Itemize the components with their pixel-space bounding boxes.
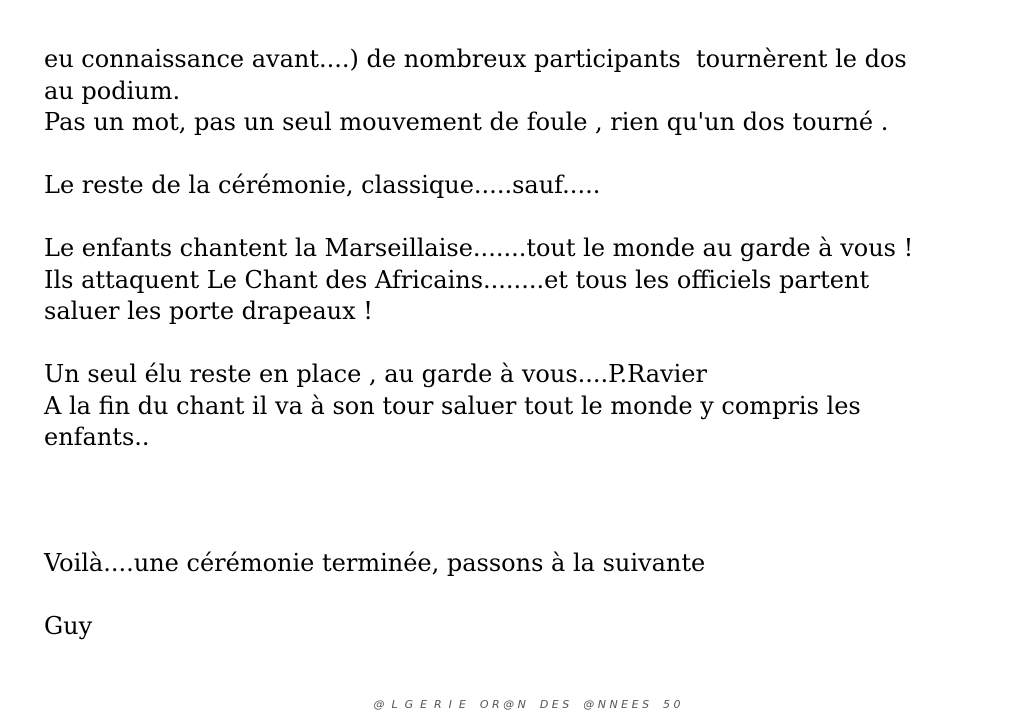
text-line: Ils attaquent Le Chant des Africains........et tous les officiels partent: [44, 265, 870, 294]
text-line: saluer les porte drapeaux !: [44, 297, 373, 325]
blank-line: [44, 139, 1004, 171]
text-line: Pas un mot, pas un seul mouvement de foule , rien qu'un dos tourné .: [44, 108, 889, 136]
blank-line: [44, 328, 1004, 360]
text-line: Voilà....une cérémonie terminée, passons à la suivante: [44, 549, 706, 577]
text-line: Un seul élu reste en place , au garde à vous....P.Ravier: [44, 360, 707, 388]
text-line: A la fin du chant il va à son tour saluer tout le monde y compris les: [44, 391, 861, 420]
page-footer: @ L G E R I E O R @ N D E S @ N N E E S 5 0: [373, 698, 681, 711]
signature: Guy: [44, 612, 93, 640]
text-line: au podium.: [44, 76, 181, 105]
text-line: eu connaissance avant....) de nombreux participants tournèrent le dos: [44, 45, 907, 73]
blank-line: [44, 485, 1004, 517]
text-line: enfants..: [44, 423, 150, 451]
letter-body: [44, 44, 1004, 643]
blank-line: [44, 202, 1004, 234]
text-line: Le reste de la cérémonie, classique.....sauf.....: [44, 171, 601, 199]
text-line: Le enfants chantent la Marseillaise.......tout le monde au garde à vous !: [44, 234, 914, 262]
blank-line: [44, 580, 1004, 612]
blank-line: [44, 517, 1004, 549]
blank-line: [44, 454, 1004, 486]
